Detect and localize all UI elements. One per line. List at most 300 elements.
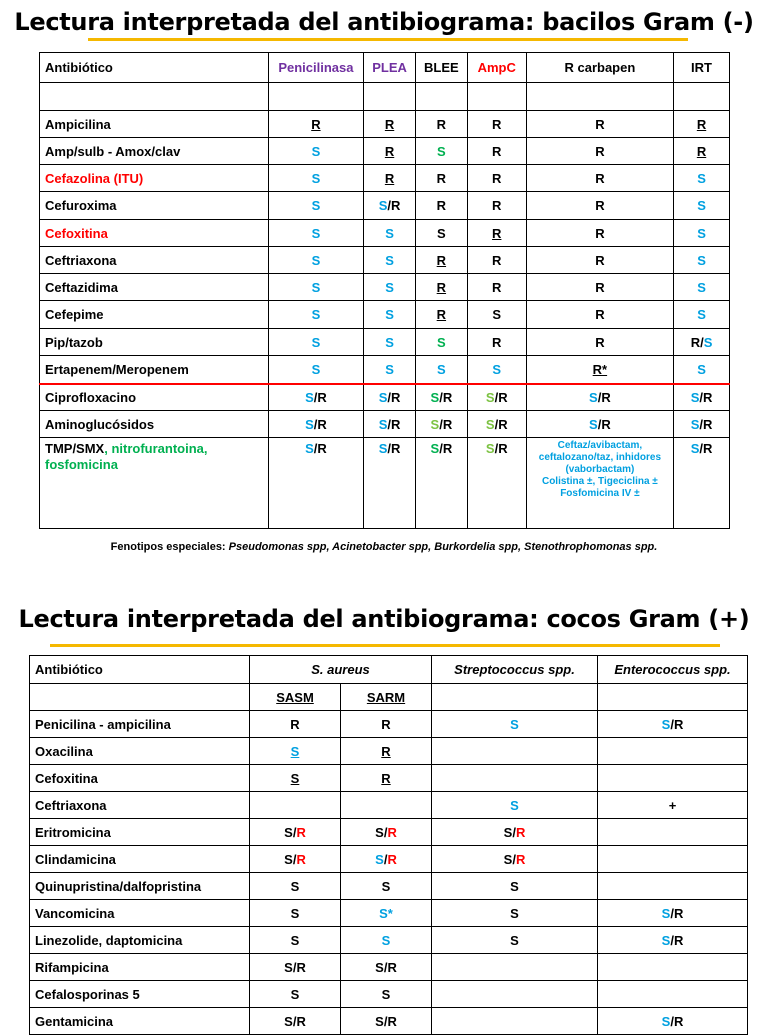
value-cell <box>674 247 730 274</box>
value-cell <box>432 846 598 873</box>
value: S <box>437 361 446 377</box>
col-header-penicilinasa: Penicilinasa <box>268 53 364 83</box>
table-row <box>40 192 730 220</box>
value-cell <box>526 138 673 165</box>
footnote-label: Fenotipos especiales: <box>110 541 226 553</box>
row-label: Ciprofloxacino <box>40 384 269 411</box>
value-cell <box>467 138 526 165</box>
value-cell <box>364 220 416 247</box>
value-cell <box>415 274 467 301</box>
value-cell <box>415 301 467 329</box>
value: S <box>290 878 300 894</box>
value-cell <box>415 356 467 384</box>
value: S <box>510 878 519 894</box>
value-cell <box>415 247 467 274</box>
value: S <box>697 225 706 241</box>
table-row <box>30 846 748 873</box>
value: /R <box>494 416 508 432</box>
empty-cell <box>341 792 432 819</box>
value-cell <box>598 1008 748 1035</box>
value: S <box>284 824 293 840</box>
value: S <box>375 851 384 867</box>
table-row <box>30 1008 748 1035</box>
value-cell <box>250 981 341 1008</box>
value: S <box>378 389 388 405</box>
row-label: Pip/tazob <box>40 329 269 356</box>
empty-cell <box>598 684 748 711</box>
value: S <box>378 416 388 432</box>
value-cell <box>526 356 673 384</box>
gram-pos-subheader-row <box>30 684 748 711</box>
table-row <box>40 411 730 438</box>
value-cell <box>526 165 673 192</box>
row-label: Vancomicina <box>30 900 250 927</box>
value: S <box>437 225 446 241</box>
row-label: Gentamicina <box>30 1008 250 1035</box>
value-cell <box>467 274 526 301</box>
value-cell <box>364 384 416 411</box>
value: R <box>515 851 526 867</box>
value-cell <box>415 329 467 356</box>
empty-cell <box>467 83 526 111</box>
value-cell <box>341 1008 432 1035</box>
value-cell <box>250 1008 341 1035</box>
empty-cell <box>526 83 673 111</box>
value: S <box>385 334 394 350</box>
table-row <box>40 329 730 356</box>
value: S <box>510 905 519 921</box>
value: R <box>492 225 502 241</box>
value-cell <box>268 384 364 411</box>
col-header-enterococcus: Enterococcus spp. <box>598 656 748 684</box>
row-label: Ertapenem/Meropenem <box>40 356 269 384</box>
value: S <box>690 389 700 405</box>
value-cell <box>674 438 730 529</box>
value: S <box>485 441 495 456</box>
value-cell <box>268 111 364 138</box>
empty-cell <box>598 738 748 765</box>
value: S <box>305 389 314 405</box>
table-row <box>40 111 730 138</box>
value: S <box>385 307 394 322</box>
empty-cell <box>30 684 250 711</box>
table-row <box>30 819 748 846</box>
value: S/R <box>375 959 397 975</box>
value-cell <box>364 165 416 192</box>
value-cell <box>341 873 432 900</box>
value: S* <box>379 905 393 921</box>
table-row <box>30 900 748 927</box>
value: S <box>378 198 388 213</box>
empty-cell <box>432 684 598 711</box>
value-cell <box>432 819 598 846</box>
value-cell <box>674 274 730 301</box>
value: S/R <box>284 959 306 975</box>
value-cell <box>674 301 730 329</box>
table-row <box>30 873 748 900</box>
value-cell <box>250 711 341 738</box>
value-cell <box>268 301 364 329</box>
value-cell <box>341 954 432 981</box>
gram-neg-table <box>39 52 730 529</box>
value: /R <box>670 1013 684 1029</box>
gram-neg-header-row <box>40 53 730 83</box>
value: R <box>696 116 707 132</box>
table-row <box>30 792 748 819</box>
value-cell <box>674 384 730 411</box>
value-cell <box>364 356 416 384</box>
row-label: Cefepime <box>40 301 269 329</box>
col-header-irt: IRT <box>674 53 730 83</box>
value-cell <box>364 138 416 165</box>
value-cell <box>415 138 467 165</box>
row-label-tmp: TMP/SMX <box>45 441 105 456</box>
value-cell <box>364 329 416 356</box>
value-cell <box>432 873 598 900</box>
value-cell <box>598 792 748 819</box>
value: R <box>492 143 502 159</box>
value-cell <box>415 165 467 192</box>
table-row <box>30 927 748 954</box>
value: S <box>661 716 671 732</box>
value: / <box>383 851 388 867</box>
row-label: Oxacilina <box>30 738 250 765</box>
empty-cell <box>364 83 416 111</box>
value: S <box>311 252 321 268</box>
footnote <box>0 541 768 553</box>
value: S <box>661 932 671 948</box>
value: /R <box>597 389 611 405</box>
value-cell <box>341 900 432 927</box>
value: S <box>381 878 391 894</box>
table-row <box>40 274 730 301</box>
value: S <box>311 143 321 159</box>
value-cell <box>341 765 432 792</box>
value: R <box>492 116 502 132</box>
value: /R <box>313 389 327 405</box>
value: S <box>697 198 706 213</box>
value: / <box>292 824 297 840</box>
value-cell <box>526 247 673 274</box>
value: S <box>589 389 598 405</box>
value: R <box>381 770 391 786</box>
value: R <box>387 851 397 867</box>
value-cell <box>674 411 730 438</box>
value: R <box>595 279 605 295</box>
value: R <box>436 198 447 213</box>
value: S <box>503 824 513 840</box>
value-cell <box>250 927 341 954</box>
value-cell <box>526 329 673 356</box>
value-cell <box>526 301 673 329</box>
col-header-rcarbapen: R carbapen <box>526 53 673 83</box>
value: /R <box>439 416 453 432</box>
value: S <box>697 361 706 377</box>
value-cell <box>432 927 598 954</box>
value: S <box>697 252 706 268</box>
row-label: Aminoglucósidos <box>40 411 269 438</box>
value-cell <box>467 384 526 411</box>
value: S <box>385 225 394 241</box>
rcarbapen-note-2: Colistina ±, Tigeciclina ± Fosfomicina IV ± <box>541 476 658 499</box>
gram-pos-title: Lectura interpretada del antibiograma: cocos Gram (+) <box>18 605 750 633</box>
value: R <box>595 225 605 241</box>
value-cell <box>364 111 416 138</box>
value: R <box>384 143 395 159</box>
col-header-plea: PLEA <box>364 53 416 83</box>
row-label: Eritromicina <box>30 819 250 846</box>
value: R <box>515 824 526 840</box>
value-cell <box>415 111 467 138</box>
value: S <box>503 851 513 867</box>
empty-cell <box>598 954 748 981</box>
value-cell <box>526 274 673 301</box>
value: R <box>384 116 395 132</box>
value-cell <box>526 111 673 138</box>
value: S <box>311 198 321 213</box>
value-cell <box>467 411 526 438</box>
value: /R <box>313 416 327 432</box>
value: R <box>492 279 502 295</box>
value: S <box>290 743 300 759</box>
value: /R <box>670 716 684 732</box>
value: S <box>589 416 598 432</box>
value: R <box>381 743 391 759</box>
value: R <box>436 170 447 186</box>
value: R <box>311 116 321 132</box>
row-label: Cefalosporinas 5 <box>30 981 250 1008</box>
value-cell <box>467 356 526 384</box>
empty-cell <box>432 981 598 1008</box>
value: S <box>492 307 502 322</box>
table-row <box>40 438 730 529</box>
value: S <box>690 416 700 432</box>
table-row <box>40 247 730 274</box>
table-row <box>30 954 748 981</box>
value-cell <box>432 792 598 819</box>
value: S/R <box>284 1013 306 1029</box>
empty-cell <box>268 83 364 111</box>
value: / <box>383 824 388 840</box>
value-cell <box>415 220 467 247</box>
value: S <box>430 416 440 432</box>
value-cell <box>432 900 598 927</box>
row-label: Cefoxitina <box>30 765 250 792</box>
value-cell <box>268 438 364 529</box>
table-row <box>30 711 748 738</box>
empty-cell <box>432 1008 598 1035</box>
gram-neg-empty-row <box>40 83 730 111</box>
value-cell <box>364 274 416 301</box>
value: S <box>378 441 388 456</box>
value: R <box>387 824 397 840</box>
value: S <box>311 225 321 241</box>
empty-cell <box>598 981 748 1008</box>
empty-cell <box>415 83 467 111</box>
value: S <box>703 334 713 350</box>
value: /R <box>387 198 401 213</box>
value: S/R <box>375 1013 397 1029</box>
value: S <box>437 334 446 350</box>
value-cell <box>341 927 432 954</box>
value-cell <box>268 220 364 247</box>
value-cell <box>268 356 364 384</box>
value: /R <box>387 416 401 432</box>
value: S <box>385 252 394 268</box>
rcarbapen-note <box>526 438 673 529</box>
value: S <box>311 334 321 350</box>
row-label: Ceftazidima <box>40 274 269 301</box>
value-cell <box>341 981 432 1008</box>
value: S <box>290 932 300 948</box>
value-cell <box>467 165 526 192</box>
value: /R <box>494 389 508 405</box>
row-label: Penicilina - ampicilina <box>30 711 250 738</box>
value: S <box>385 361 394 377</box>
value: R <box>595 170 605 186</box>
value: S <box>510 797 519 813</box>
value-cell <box>364 192 416 220</box>
gram-neg-title-underline <box>88 38 688 41</box>
gram-neg-title: Lectura interpretada del antibiograma: bacilos Gram (-) <box>14 8 754 36</box>
value-cell <box>467 192 526 220</box>
value: /R <box>699 441 713 456</box>
value: S <box>697 279 706 295</box>
row-label: Rifampicina <box>30 954 250 981</box>
value: S <box>510 716 519 732</box>
empty-cell <box>432 765 598 792</box>
value: S <box>510 932 519 948</box>
col-header-sarm: SARM <box>341 684 432 711</box>
value: R <box>595 198 605 213</box>
value-cell <box>598 711 748 738</box>
value: S <box>385 279 394 295</box>
table-row <box>40 138 730 165</box>
value-cell <box>268 192 364 220</box>
table-row <box>30 981 748 1008</box>
value-cell <box>526 220 673 247</box>
value-cell <box>674 192 730 220</box>
value: S <box>381 932 391 948</box>
value: S <box>290 986 300 1002</box>
value-cell <box>526 384 673 411</box>
value-cell <box>268 247 364 274</box>
col-header-saureus: S. aureus <box>250 656 432 684</box>
value-cell <box>268 165 364 192</box>
value-cell <box>598 900 748 927</box>
value: S <box>661 1013 671 1029</box>
row-label: Cefuroxima <box>40 192 269 220</box>
col-header-ampc: AmpC <box>467 53 526 83</box>
value: S <box>311 279 321 295</box>
col-header-blee: BLEE <box>415 53 467 83</box>
value: /R <box>699 389 713 405</box>
value: /R <box>387 389 401 405</box>
value: /R <box>387 441 401 456</box>
value: / <box>292 851 297 867</box>
value: R <box>595 252 605 268</box>
value-cell <box>674 220 730 247</box>
value-cell <box>467 247 526 274</box>
empty-cell <box>598 846 748 873</box>
gram-pos-header-row <box>30 656 748 684</box>
value: /R <box>439 389 453 405</box>
value: S <box>290 770 300 786</box>
value: S <box>430 441 440 456</box>
value: S <box>697 170 706 186</box>
value-cell <box>674 111 730 138</box>
value-cell <box>268 138 364 165</box>
value: S <box>311 361 321 377</box>
value-cell <box>467 301 526 329</box>
table-row <box>40 301 730 329</box>
value: S <box>437 143 446 159</box>
value: R <box>436 252 447 268</box>
value-cell <box>364 438 416 529</box>
gram-pos-title-underline <box>50 644 720 647</box>
col-header-antibiotico: Antibiótico <box>30 656 250 684</box>
value: S <box>690 441 700 456</box>
col-header-streptococcus: Streptococcus spp. <box>432 656 598 684</box>
value: R <box>492 334 502 350</box>
empty-cell <box>674 83 730 111</box>
value-cell <box>674 165 730 192</box>
row-label: Ceftriaxona <box>40 247 269 274</box>
value: S <box>305 416 314 432</box>
value-cell <box>341 711 432 738</box>
value: R <box>696 143 707 159</box>
table-row <box>30 765 748 792</box>
empty-cell <box>40 83 269 111</box>
footnote-text: Pseudomonas spp, Acinetobacter spp, Burkordelia spp, Stenothrophomonas spp. <box>228 541 658 553</box>
value: S <box>305 441 314 456</box>
row-label: Amp/sulb - Amox/clav <box>40 138 269 165</box>
row-label: Cefoxitina <box>40 220 269 247</box>
value: S <box>375 824 384 840</box>
value: R <box>595 143 605 159</box>
table-row <box>40 356 730 384</box>
value-cell <box>341 819 432 846</box>
value: / <box>512 824 516 840</box>
empty-cell <box>598 873 748 900</box>
value-cell <box>364 247 416 274</box>
empty-cell <box>432 954 598 981</box>
value-cell <box>250 873 341 900</box>
value-cell <box>415 411 467 438</box>
value-cell <box>250 900 341 927</box>
row-label: Quinupristina/dalfopristina <box>30 873 250 900</box>
value: /R <box>597 416 611 432</box>
value-cell <box>415 384 467 411</box>
value: S <box>430 389 440 405</box>
value: R <box>492 252 502 268</box>
table-row <box>40 384 730 411</box>
value: S <box>661 905 671 921</box>
value: /R <box>439 441 453 456</box>
value-cell <box>467 220 526 247</box>
value-cell <box>364 301 416 329</box>
value: R <box>436 116 447 132</box>
empty-cell <box>598 819 748 846</box>
value: R <box>436 307 447 322</box>
value-cell <box>341 738 432 765</box>
value-cell <box>250 846 341 873</box>
value: /R <box>494 441 508 456</box>
value: S <box>311 170 321 186</box>
value: S <box>381 986 391 1002</box>
value-cell <box>341 846 432 873</box>
row-label-nitro-fosfo: , nitrofurantoina, fosfomicina <box>45 441 208 472</box>
